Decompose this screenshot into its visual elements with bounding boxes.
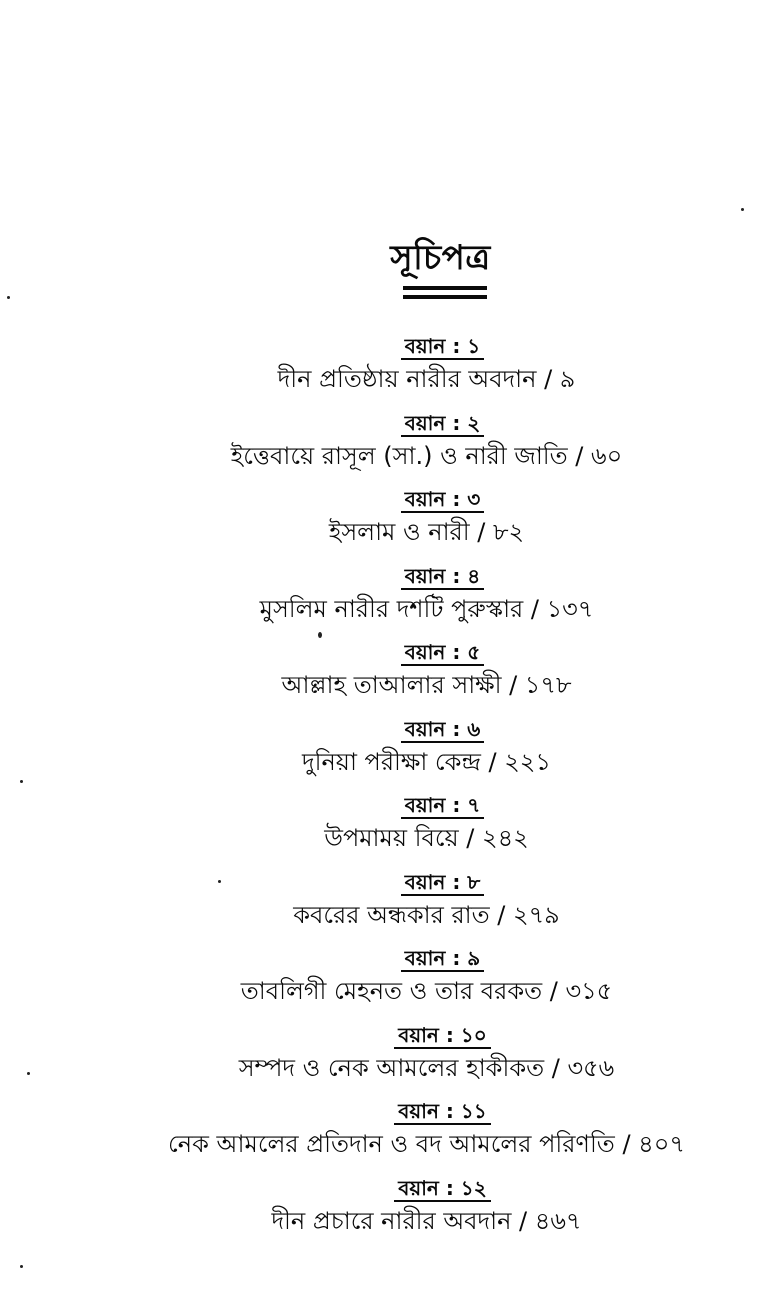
- rule-line-bottom: [403, 295, 487, 299]
- bayan-label: বয়ান : ৯: [401, 947, 485, 972]
- bayan-label: বয়ান : ১: [401, 335, 485, 360]
- toc-entry-5: [0, 636, 783, 713]
- bayan-label: বয়ান : ৭: [401, 794, 485, 819]
- rule-line-top: [403, 286, 487, 290]
- page-title: সূচিপত্র: [390, 238, 491, 278]
- title-double-rule: [403, 286, 487, 300]
- toc-entry-2: [0, 407, 783, 484]
- entry-title: কবরের অন্ধকার রাত / ২৭৯: [293, 900, 560, 929]
- scan-speck: [741, 208, 744, 211]
- bayan-label: বয়ান : ১১: [394, 1100, 491, 1125]
- toc-entry-10: [0, 1019, 783, 1096]
- entry-title: আল্লাহ তাআলার সাক্ষী / ১৭৮: [281, 671, 572, 699]
- scan-speck: [27, 1072, 30, 1075]
- entry-title: ইত্তেবায়ে রাসূল (সা.) ও নারী জাতি / ৬০: [230, 441, 623, 470]
- toc-entry-12: [0, 1172, 783, 1249]
- toc-entry-3: [0, 483, 783, 560]
- toc-entry-8: [0, 866, 783, 943]
- toc-entry-11: [0, 1095, 783, 1172]
- bayan-label: বয়ান : ৫: [401, 641, 485, 666]
- bayan-label: বয়ান : ৪: [401, 565, 485, 590]
- entry-title: দীন প্রতিষ্ঠায় নারীর অবদান / ৯: [277, 365, 576, 393]
- toc-heading: [0, 232, 783, 289]
- scan-speck: [318, 632, 322, 638]
- scan-speck: [7, 296, 10, 299]
- entry-title: দীন প্রচারে নারীর অবদান / ৪৬৭: [271, 1206, 582, 1235]
- bayan-label: বয়ান : ১২: [394, 1177, 491, 1202]
- scan-speck: [218, 880, 221, 883]
- entry-title: মুসলিম নারীর দশটি পুরুস্কার / ১৩৭: [259, 594, 594, 623]
- bayan-label: বয়ান : ১০: [394, 1024, 491, 1049]
- toc-entry-6: [0, 713, 783, 790]
- entry-title: ইসলাম ও নারী / ৮২: [328, 518, 525, 546]
- entry-title: নেক আমলের প্রতিদান ও বদ আমলের পরিণতি / ৪০৭: [168, 1130, 685, 1158]
- bayan-label: বয়ান : ২: [401, 412, 485, 437]
- entry-title: সম্পদ ও নেক আমলের হাকীকত / ৩৫৬: [238, 1053, 615, 1082]
- scan-speck: [20, 1265, 23, 1268]
- entry-title: তাবলিগী মেহনত ও তার বরকত / ৩১৫: [240, 977, 613, 1005]
- toc-entry-4: [0, 560, 783, 637]
- toc-entry-1: [0, 330, 783, 407]
- table-of-contents: [0, 330, 783, 1248]
- toc-entry-7: [0, 789, 783, 866]
- entry-title: উপমাময় বিয়ে / ২৪২: [324, 824, 529, 852]
- entry-title: দুনিয়া পরীক্ষা কেন্দ্র / ২২১: [302, 747, 551, 776]
- toc-entry-9: [0, 942, 783, 1019]
- bayan-label: বয়ান : ৮: [401, 871, 485, 896]
- scan-speck: [20, 780, 23, 783]
- bayan-label: বয়ান : ৬: [401, 718, 485, 743]
- bayan-label: বয়ান : ৩: [401, 488, 485, 513]
